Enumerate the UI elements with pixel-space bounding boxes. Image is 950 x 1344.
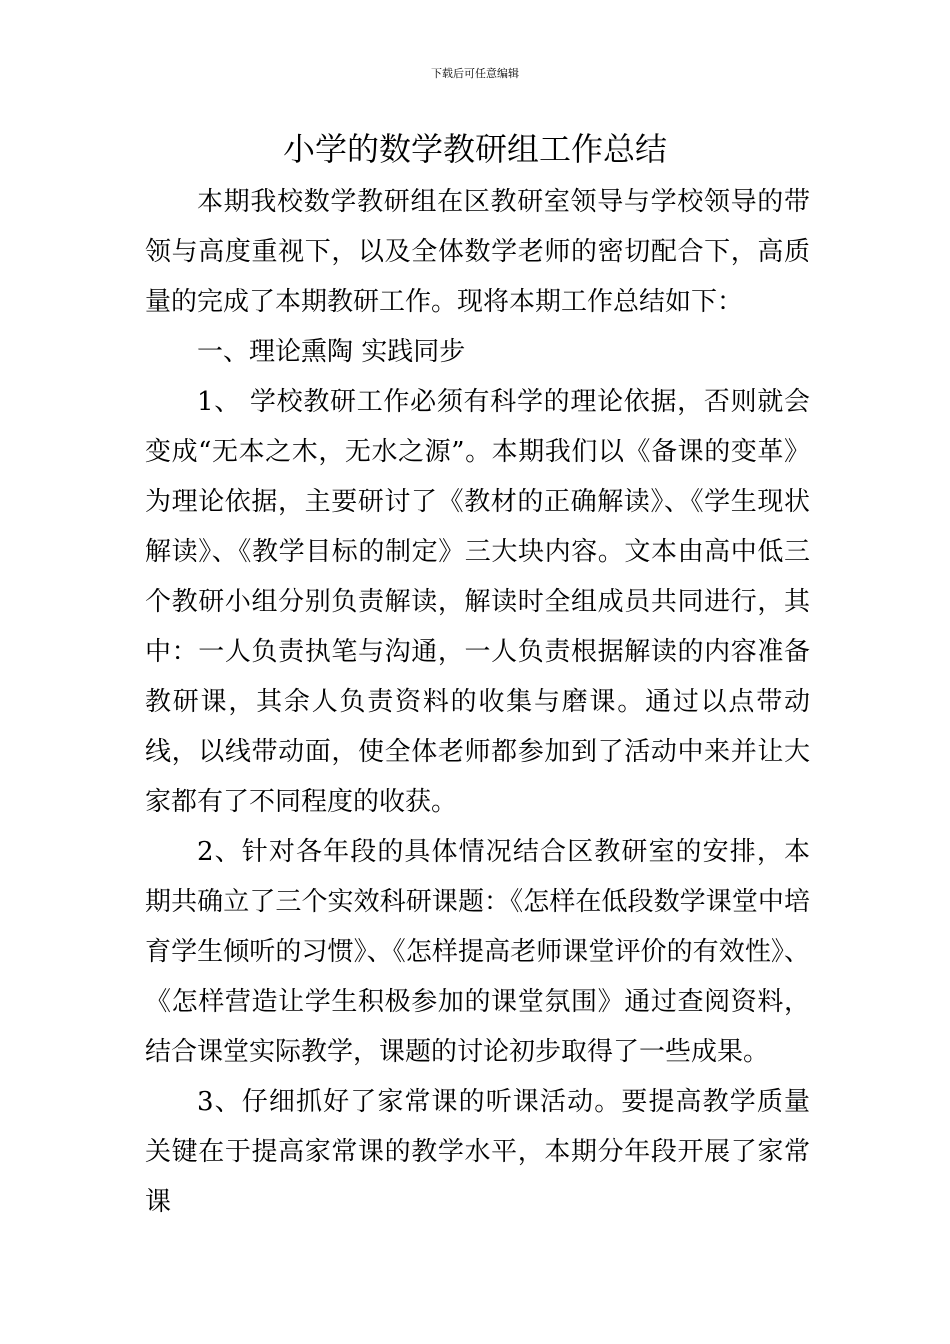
paragraph-item-2: 2、针对各年段的具体情况结合区教研室的安排，本期共确立了三个实效科研课题：《怎样在低段数学课堂中培育学生倾听的习惯》、《怎样提高老师课堂评价的有效性》、《怎样营造让学生积极参加的课堂氛围》通过查阅资料，结合课堂实际教学，课题的讨论初步取得了一些成果。 <box>145 837 810 1067</box>
paragraph-intro: 本期我校数学教研组在区教研室领导与学校领导的带领与高度重视下，以及全体数学老师的密切配合下，高质量的完成了本期教研工作。现将本期工作总结如下： <box>145 187 810 317</box>
paragraph-item-1: 1、 学校教研工作必须有科学的理论依据，否则就会变成“无本之木，无水之源”。本期我们以《备课的变革》为理论依据，主要研讨了《教材的正确解读》、《学生现状解读》、《教学目标的制定》三大块内容。文本由高中低三个教研小组分别负责解读，解读时全组成员共同进行，其中：一人负责执笔与沟通，一人负责根据解读的内容准备教研课，其余人负责资料的收集与磨课。通过以点带动线，以线带动面，使全体老师都参加到了活动中来并让大家都有了不同程度的收获。 <box>145 387 810 817</box>
header-note: 下载后可任意编辑 <box>431 67 519 80</box>
document-title: 小学的数学教研组工作总结 <box>282 130 667 168</box>
paragraph-item-3: 3、仔细抓好了家常课的听课活动。要提高教学质量关键在于提高家常课的教学水平，本期分年段开展了家常课 <box>145 1087 810 1217</box>
document-body <box>145 177 810 1227</box>
section-heading: 一、理论熏陶 实践同步 <box>197 337 466 367</box>
